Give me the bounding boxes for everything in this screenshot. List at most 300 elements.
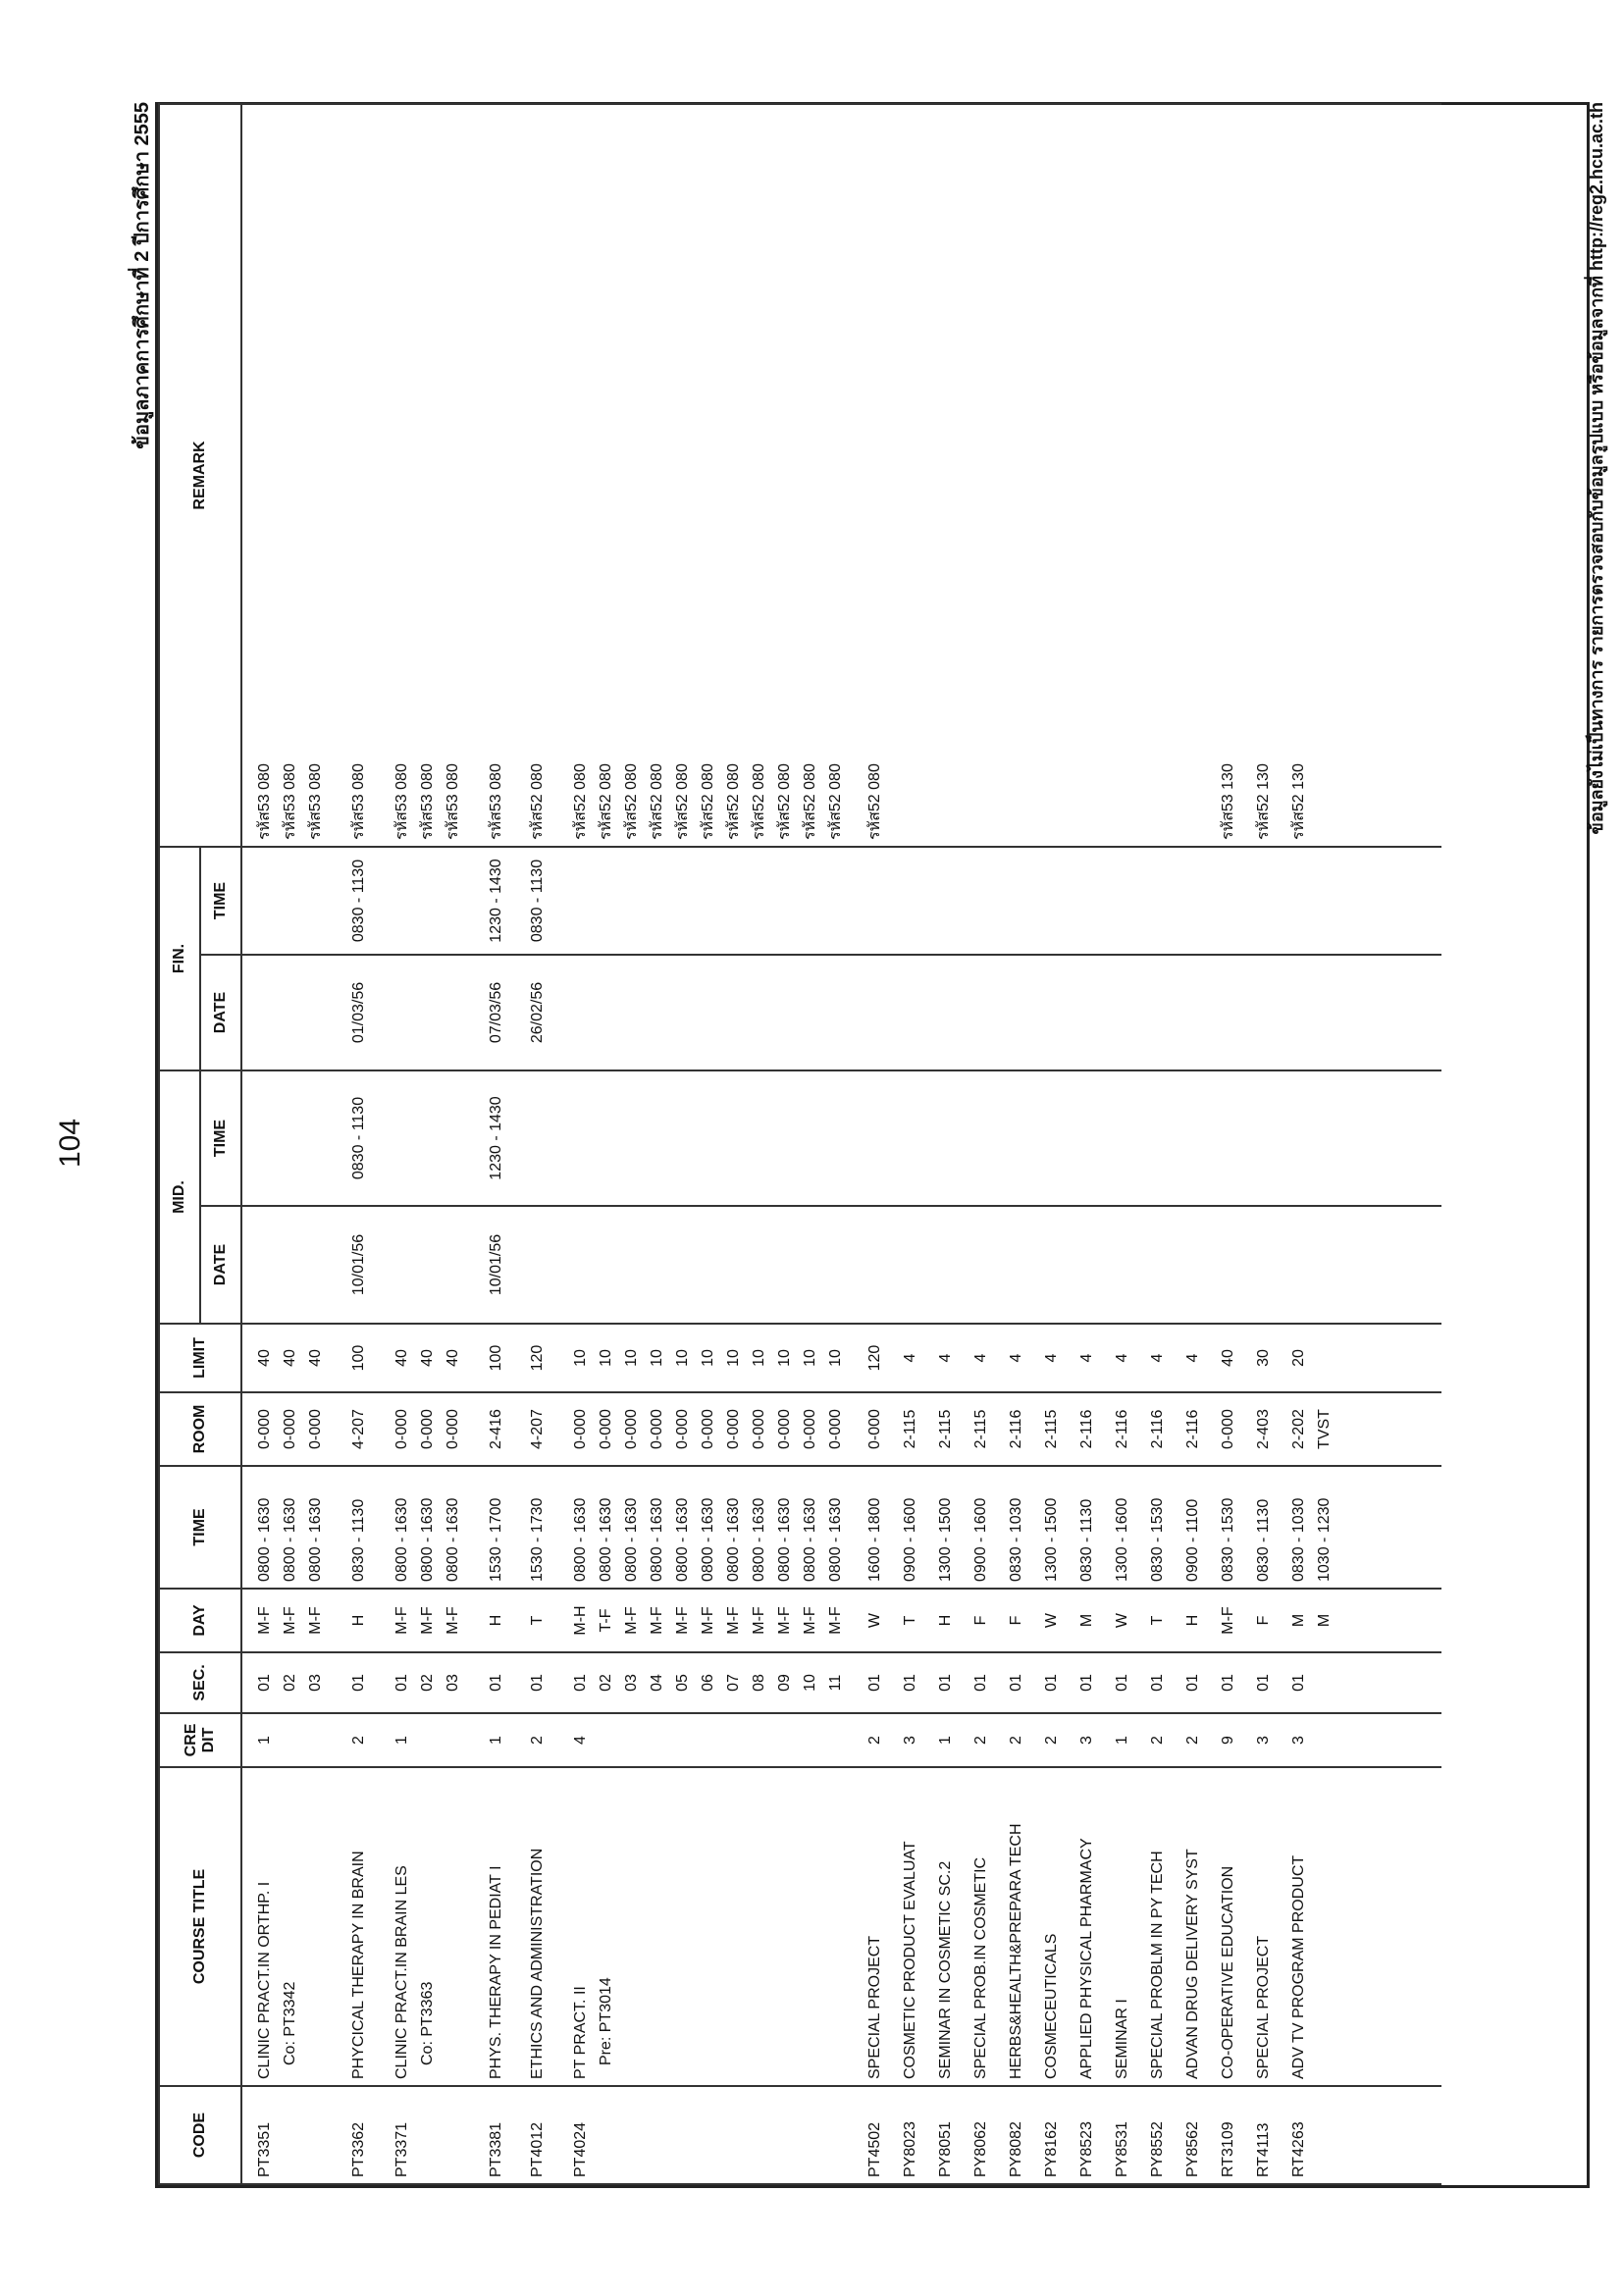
- section-limit-cell: [568, 1324, 863, 1392]
- section-number: 02: [598, 1674, 614, 1692]
- section-number: 01: [1255, 1674, 1272, 1692]
- remark-cell: [568, 104, 863, 847]
- remark-cell: [241, 104, 346, 847]
- section-number-cell: [933, 1652, 969, 1713]
- section-time: 0800 - 1630: [725, 1497, 742, 1582]
- course-credit-text: 2: [1149, 1736, 1166, 1745]
- section-time: 0800 - 1630: [827, 1497, 844, 1582]
- section-day-cell: [1180, 1589, 1216, 1652]
- course-row: [525, 104, 568, 2184]
- course-title-text: COSMECEUTICALS: [1043, 1933, 1060, 2079]
- final-exam-date-text: 07/03/56: [488, 981, 504, 1044]
- section-number: 01: [1008, 1674, 1024, 1692]
- section-day: W: [1043, 1612, 1060, 1629]
- course-code: [568, 2086, 863, 2184]
- course-title: [346, 1767, 390, 2086]
- mid-exam-date: [1110, 1206, 1145, 1324]
- final-exam-time: [390, 847, 484, 955]
- course-title: [969, 1767, 1004, 2086]
- section-number-cell: [346, 1652, 390, 1713]
- course-credit: [969, 1713, 1004, 1767]
- course-credit: [1216, 1713, 1251, 1767]
- section-limit-cell: [1286, 1324, 1347, 1392]
- course-row: [1216, 104, 1251, 2184]
- course-title: [390, 1767, 484, 2086]
- course-title: [1004, 1767, 1039, 2086]
- course-credit-text: 2: [1008, 1736, 1024, 1745]
- section-day: H: [350, 1614, 367, 1627]
- section-day: M-F: [623, 1606, 640, 1635]
- remark-cell: [484, 104, 525, 847]
- section-time-cell: [933, 1466, 969, 1589]
- remark-cell: [1110, 104, 1145, 847]
- section-number: 01: [1114, 1674, 1130, 1692]
- section-limit: 10: [751, 1349, 767, 1367]
- section-number: 01: [866, 1674, 883, 1692]
- rotated-schedule-page: [126, 102, 1606, 2188]
- course-code-text: PY8562: [1184, 2121, 1201, 2177]
- section-time: 0900 - 1600: [902, 1497, 918, 1582]
- section-limit: 4: [972, 1353, 989, 1363]
- section-limit-cell: [484, 1324, 525, 1392]
- section-number: 09: [776, 1674, 793, 1692]
- section-time-cell: [390, 1466, 484, 1589]
- course-code: [390, 2086, 484, 2184]
- section-room-cell: [1180, 1392, 1216, 1466]
- course-credit-text: 2: [972, 1736, 989, 1745]
- final-exam-date: [969, 955, 1004, 1070]
- final-exam-time-text: 0830 - 1130: [529, 859, 546, 943]
- section-day-cell: [1251, 1589, 1286, 1652]
- section-number-cell: [484, 1652, 525, 1713]
- section-limit-cell: [241, 1324, 346, 1392]
- course-credit: [1286, 1713, 1347, 1767]
- section-day: M-F: [393, 1606, 410, 1635]
- remark-cell: [525, 104, 568, 847]
- section-number: 06: [700, 1674, 716, 1692]
- section-room: 2-115: [902, 1409, 918, 1449]
- course-credit: [933, 1713, 969, 1767]
- mid-exam-date: [1039, 1206, 1074, 1324]
- section-time: 0800 - 1630: [282, 1497, 298, 1582]
- header-section: SEC.: [159, 1652, 241, 1713]
- section-day: M-F: [776, 1606, 793, 1635]
- course-row: [346, 104, 390, 2184]
- final-exam-time: [525, 847, 568, 955]
- header-fin-time: TIME: [200, 847, 241, 955]
- mid-exam-time: [1110, 1070, 1145, 1206]
- course-title-text: ETHICS AND ADMINISTRATION: [529, 1848, 546, 2079]
- section-room: 2-116: [1078, 1409, 1095, 1449]
- course-code-text: PT3351: [256, 2121, 273, 2177]
- section-room-cell: [1251, 1392, 1286, 1466]
- section-number-cell: [525, 1652, 568, 1713]
- course-code-text: PT4024: [572, 2121, 589, 2177]
- course-credit-text: 3: [1078, 1736, 1095, 1745]
- mid-exam-date-text: 10/01/56: [488, 1233, 504, 1296]
- mid-exam-time: [568, 1070, 863, 1206]
- final-exam-time: [1039, 847, 1074, 955]
- mid-exam-date: [1216, 1206, 1251, 1324]
- section-remark: รหัส52 080: [827, 763, 844, 840]
- section-number: 01: [972, 1674, 989, 1692]
- section-time: 1300 - 1600: [1114, 1497, 1130, 1582]
- section-limit: 4: [937, 1353, 954, 1363]
- section-time: 0900 - 1600: [972, 1497, 989, 1582]
- section-remark: รหัส52 080: [529, 763, 546, 840]
- remark-cell: [1180, 104, 1216, 847]
- section-day: F: [972, 1615, 989, 1626]
- section-day: M-F: [751, 1606, 767, 1635]
- course-title-text: SPECIAL PROBLM IN PY TECH: [1149, 1851, 1166, 2079]
- course-code-text: PT3381: [488, 2121, 504, 2177]
- final-exam-date: [241, 955, 346, 1070]
- course-row: [1039, 104, 1074, 2184]
- course-credit-text: 1: [256, 1736, 273, 1745]
- course-title: [1110, 1767, 1145, 2086]
- section-limit: 100: [488, 1344, 504, 1372]
- section-time-cell: [1004, 1466, 1039, 1589]
- section-number: 03: [307, 1674, 324, 1692]
- course-credit: [568, 1713, 863, 1767]
- section-limit: 4: [1008, 1353, 1024, 1363]
- header-fin-date: DATE: [200, 955, 241, 1070]
- section-time: 0830 - 1130: [1078, 1498, 1095, 1582]
- section-room-cell: [1004, 1392, 1039, 1466]
- mid-exam-time: [933, 1070, 969, 1206]
- course-code-text: RT4113: [1255, 2122, 1272, 2177]
- section-room: 0-000: [866, 1409, 883, 1449]
- section-day-cell: [484, 1589, 525, 1652]
- section-number: 01: [902, 1674, 918, 1692]
- section-room-cell: [933, 1392, 969, 1466]
- section-day: W: [1114, 1612, 1130, 1629]
- section-day-cell: [1074, 1589, 1110, 1652]
- section-time: 0830 - 1030: [1008, 1497, 1024, 1582]
- course-code-text: PY8023: [902, 2121, 918, 2177]
- section-time: 0830 - 1130: [350, 1498, 367, 1582]
- section-day: T-F: [598, 1608, 614, 1633]
- course-title-text: APPLIED PHYSICAL PHARMACY: [1078, 1838, 1095, 2079]
- final-exam-date: [1251, 955, 1286, 1070]
- remark-cell: [898, 104, 933, 847]
- course-schedule-table: [158, 103, 1441, 2185]
- header-code: CODE: [159, 2086, 241, 2184]
- final-exam-time: [1004, 847, 1039, 955]
- section-room: 0-000: [572, 1409, 589, 1449]
- mid-exam-date-text: 10/01/56: [350, 1233, 367, 1296]
- section-time: 0800 - 1630: [419, 1497, 436, 1582]
- section-remark: รหัส53 080: [488, 763, 504, 840]
- final-exam-time: [346, 847, 390, 955]
- header-limit: LIMIT: [159, 1324, 241, 1392]
- section-remark: รหัส52 080: [649, 763, 665, 840]
- section-room: TVST: [1316, 1409, 1333, 1449]
- section-remark: รหัส52 130: [1290, 763, 1307, 840]
- section-room: 0-000: [827, 1409, 844, 1449]
- course-code-text: PY8162: [1043, 2121, 1060, 2177]
- final-exam-time: [1145, 847, 1180, 955]
- course-code: [1039, 2086, 1074, 2184]
- section-day-cell: [1039, 1589, 1074, 1652]
- course-title-text: CLINIC PRACT.IN ORTHP. I: [256, 1881, 273, 2079]
- course-title: [1286, 1767, 1347, 2086]
- final-exam-date: [1110, 955, 1145, 1070]
- course-row: [933, 104, 969, 2184]
- section-room: 0-000: [802, 1409, 818, 1449]
- section-limit-cell: [1216, 1324, 1251, 1392]
- filler-cell: [1347, 1767, 1441, 2086]
- section-number-cell: [390, 1652, 484, 1713]
- section-time-cell: [568, 1466, 863, 1589]
- section-number-cell: [1039, 1652, 1074, 1713]
- section-day: M-F: [256, 1606, 273, 1635]
- course-title-text: SPECIAL PROJECT: [1255, 1935, 1272, 2079]
- section-number-cell: [898, 1652, 933, 1713]
- section-limit: 10: [827, 1349, 844, 1367]
- header-remark: REMARK: [159, 104, 241, 847]
- section-day-cell: [969, 1589, 1004, 1652]
- course-title: [1216, 1767, 1251, 2086]
- section-time: 1030 - 1230: [1316, 1497, 1333, 1582]
- mid-exam-date: [898, 1206, 933, 1324]
- section-limit-cell: [933, 1324, 969, 1392]
- final-exam-time: [1251, 847, 1286, 955]
- course-code: [1286, 2086, 1347, 2184]
- filler-cell: [1347, 1713, 1441, 1767]
- mid-exam-time: [525, 1070, 568, 1206]
- section-number: 11: [827, 1674, 844, 1692]
- final-exam-time-text: 0830 - 1130: [350, 859, 367, 943]
- section-remark: รหัส53 130: [1220, 763, 1236, 840]
- final-exam-date: [1180, 955, 1216, 1070]
- section-remark: รหัส52 080: [674, 763, 691, 840]
- filler-row: [1347, 104, 1441, 2184]
- course-row: [1286, 104, 1347, 2184]
- course-credit-text: 1: [393, 1736, 410, 1745]
- section-day-cell: [390, 1589, 484, 1652]
- mid-exam-date: [933, 1206, 969, 1324]
- course-code: [346, 2086, 390, 2184]
- section-day: F: [1008, 1615, 1024, 1626]
- section-time: 0830 - 1130: [1255, 1498, 1272, 1582]
- section-limit: 4: [1043, 1353, 1060, 1363]
- section-room: 0-000: [282, 1409, 298, 1449]
- section-remark: รหัส53 080: [350, 763, 367, 840]
- header-room: ROOM: [159, 1392, 241, 1466]
- section-time-cell: [1039, 1466, 1074, 1589]
- mid-exam-time-text: 1230 - 1430: [488, 1096, 504, 1180]
- section-room: 0-000: [598, 1409, 614, 1449]
- course-row: [241, 104, 346, 2184]
- final-exam-time: [1180, 847, 1216, 955]
- mid-exam-date: [346, 1206, 390, 1324]
- section-number: 03: [445, 1674, 461, 1692]
- section-room-cell: [568, 1392, 863, 1466]
- course-credit: [1039, 1713, 1074, 1767]
- mid-exam-date: [568, 1206, 863, 1324]
- section-limit: 40: [445, 1349, 461, 1367]
- section-limit: 40: [1220, 1349, 1236, 1367]
- section-limit: 40: [307, 1349, 324, 1367]
- section-limit: 4: [902, 1353, 918, 1363]
- course-credit-text: 4: [572, 1736, 589, 1745]
- course-title: [484, 1767, 525, 2086]
- course-code: [1216, 2086, 1251, 2184]
- section-limit-cell: [969, 1324, 1004, 1392]
- section-remark: รหัส53 080: [419, 763, 436, 840]
- course-code: [1145, 2086, 1180, 2184]
- final-exam-time-text: 1230 - 1430: [488, 859, 504, 943]
- final-exam-time: [1216, 847, 1251, 955]
- section-day: H: [488, 1614, 504, 1627]
- course-credit-text: 2: [529, 1736, 546, 1745]
- section-day: T: [902, 1615, 918, 1626]
- course-code: [863, 2086, 898, 2184]
- section-number-cell: [1145, 1652, 1180, 1713]
- section-limit: 10: [623, 1349, 640, 1367]
- course-code: [1110, 2086, 1145, 2184]
- final-exam-date: [1004, 955, 1039, 1070]
- section-day: M-H: [572, 1605, 589, 1636]
- section-room: 2-115: [972, 1409, 989, 1449]
- section-number: 01: [1078, 1674, 1095, 1692]
- section-limit: 30: [1255, 1349, 1272, 1367]
- mid-exam-time: [898, 1070, 933, 1206]
- section-day-cell: [1216, 1589, 1251, 1652]
- filler-cell: [1347, 1070, 1441, 1206]
- section-day: M-F: [445, 1606, 461, 1635]
- mid-exam-date: [1145, 1206, 1180, 1324]
- section-room: 4-207: [350, 1409, 367, 1449]
- course-code-text: RT3109: [1220, 2121, 1236, 2177]
- section-room: 2-116: [1184, 1409, 1201, 1449]
- section-time: 0800 - 1630: [307, 1497, 324, 1582]
- section-limit-cell: [1039, 1324, 1074, 1392]
- section-time-cell: [1251, 1466, 1286, 1589]
- course-credit-text: 3: [1290, 1736, 1307, 1745]
- mid-exam-date: [1251, 1206, 1286, 1324]
- section-time: 0800 - 1630: [572, 1497, 589, 1582]
- mid-exam-date: [525, 1206, 568, 1324]
- course-row: [568, 104, 863, 2184]
- section-room: 0-000: [256, 1409, 273, 1449]
- section-remark: รหัส53 080: [282, 763, 298, 840]
- section-number: 08: [751, 1674, 767, 1692]
- section-number: 01: [529, 1674, 546, 1692]
- final-exam-time: [241, 847, 346, 955]
- mid-exam-time: [969, 1070, 1004, 1206]
- section-remark: รหัส52 080: [623, 763, 640, 840]
- section-time-cell: [241, 1466, 346, 1589]
- section-limit-cell: [1251, 1324, 1286, 1392]
- section-number-cell: [969, 1652, 1004, 1713]
- section-room: 2-115: [937, 1409, 954, 1449]
- section-limit-cell: [1145, 1324, 1180, 1392]
- section-number: 07: [725, 1674, 742, 1692]
- section-room-cell: [1039, 1392, 1074, 1466]
- schedule-table-frame: [155, 102, 1590, 2188]
- section-limit: 40: [393, 1349, 410, 1367]
- section-day-cell: [898, 1589, 933, 1652]
- section-room-cell: [1145, 1392, 1180, 1466]
- final-exam-date: [898, 955, 933, 1070]
- section-limit: 40: [419, 1349, 436, 1367]
- section-room-cell: [484, 1392, 525, 1466]
- section-day: M-F: [282, 1606, 298, 1635]
- section-number: 03: [623, 1674, 640, 1692]
- section-day: M-F: [1220, 1606, 1236, 1635]
- final-exam-date: [484, 955, 525, 1070]
- course-title: [568, 1767, 863, 2086]
- filler-cell: [1347, 2086, 1441, 2184]
- mid-exam-time: [346, 1070, 390, 1206]
- section-limit-cell: [863, 1324, 898, 1392]
- course-title: [898, 1767, 933, 2086]
- course-credit-text: 1: [937, 1736, 954, 1745]
- course-credit: [241, 1713, 346, 1767]
- final-exam-date: [390, 955, 484, 1070]
- section-number: 01: [256, 1674, 273, 1692]
- section-day: M-F: [802, 1606, 818, 1635]
- course-row: [969, 104, 1004, 2184]
- course-code: [241, 2086, 346, 2184]
- course-credit: [1145, 1713, 1180, 1767]
- section-room: 2-116: [1008, 1409, 1024, 1449]
- section-limit-cell: [1180, 1324, 1216, 1392]
- section-room-cell: [969, 1392, 1004, 1466]
- section-day: M-F: [725, 1606, 742, 1635]
- course-prerequisite-note: Co: PT3342: [282, 1981, 298, 2065]
- section-limit: 10: [776, 1349, 793, 1367]
- section-time: 0800 - 1630: [674, 1497, 691, 1582]
- section-limit: 10: [572, 1349, 589, 1367]
- course-credit: [898, 1713, 933, 1767]
- course-code-text: PT3371: [393, 2121, 410, 2177]
- final-exam-date: [1145, 955, 1180, 1070]
- section-limit: 4: [1078, 1353, 1095, 1363]
- section-number: 10: [802, 1674, 818, 1692]
- section-room: 0-000: [419, 1409, 436, 1449]
- section-day-cell: [525, 1589, 568, 1652]
- remark-cell: [933, 104, 969, 847]
- section-room: 0-000: [725, 1409, 742, 1449]
- section-limit: 40: [256, 1349, 273, 1367]
- section-time-cell: [346, 1466, 390, 1589]
- section-day-cell: [1004, 1589, 1039, 1652]
- section-number-cell: [1180, 1652, 1216, 1713]
- section-number: 05: [674, 1674, 691, 1692]
- section-time-cell: [1286, 1466, 1347, 1589]
- section-remark: รหัส53 080: [256, 763, 273, 840]
- course-title: [241, 1767, 346, 2086]
- filler-cell: [1347, 1652, 1441, 1713]
- section-limit-cell: [1074, 1324, 1110, 1392]
- section-remark: รหัส53 080: [307, 763, 324, 840]
- header-day: DAY: [159, 1589, 241, 1652]
- section-number-cell: [1110, 1652, 1145, 1713]
- section-number: 01: [572, 1674, 589, 1692]
- remark-cell: [1004, 104, 1039, 847]
- section-time: 0800 - 1630: [700, 1497, 716, 1582]
- mid-exam-time: [1004, 1070, 1039, 1206]
- remark-cell: [1145, 104, 1180, 847]
- section-day: M-F: [307, 1606, 324, 1635]
- section-time: 1530 - 1730: [529, 1497, 546, 1582]
- section-room: 0-000: [776, 1409, 793, 1449]
- section-remark: รหัส53 080: [445, 763, 461, 840]
- page-number: 104: [54, 1118, 86, 1168]
